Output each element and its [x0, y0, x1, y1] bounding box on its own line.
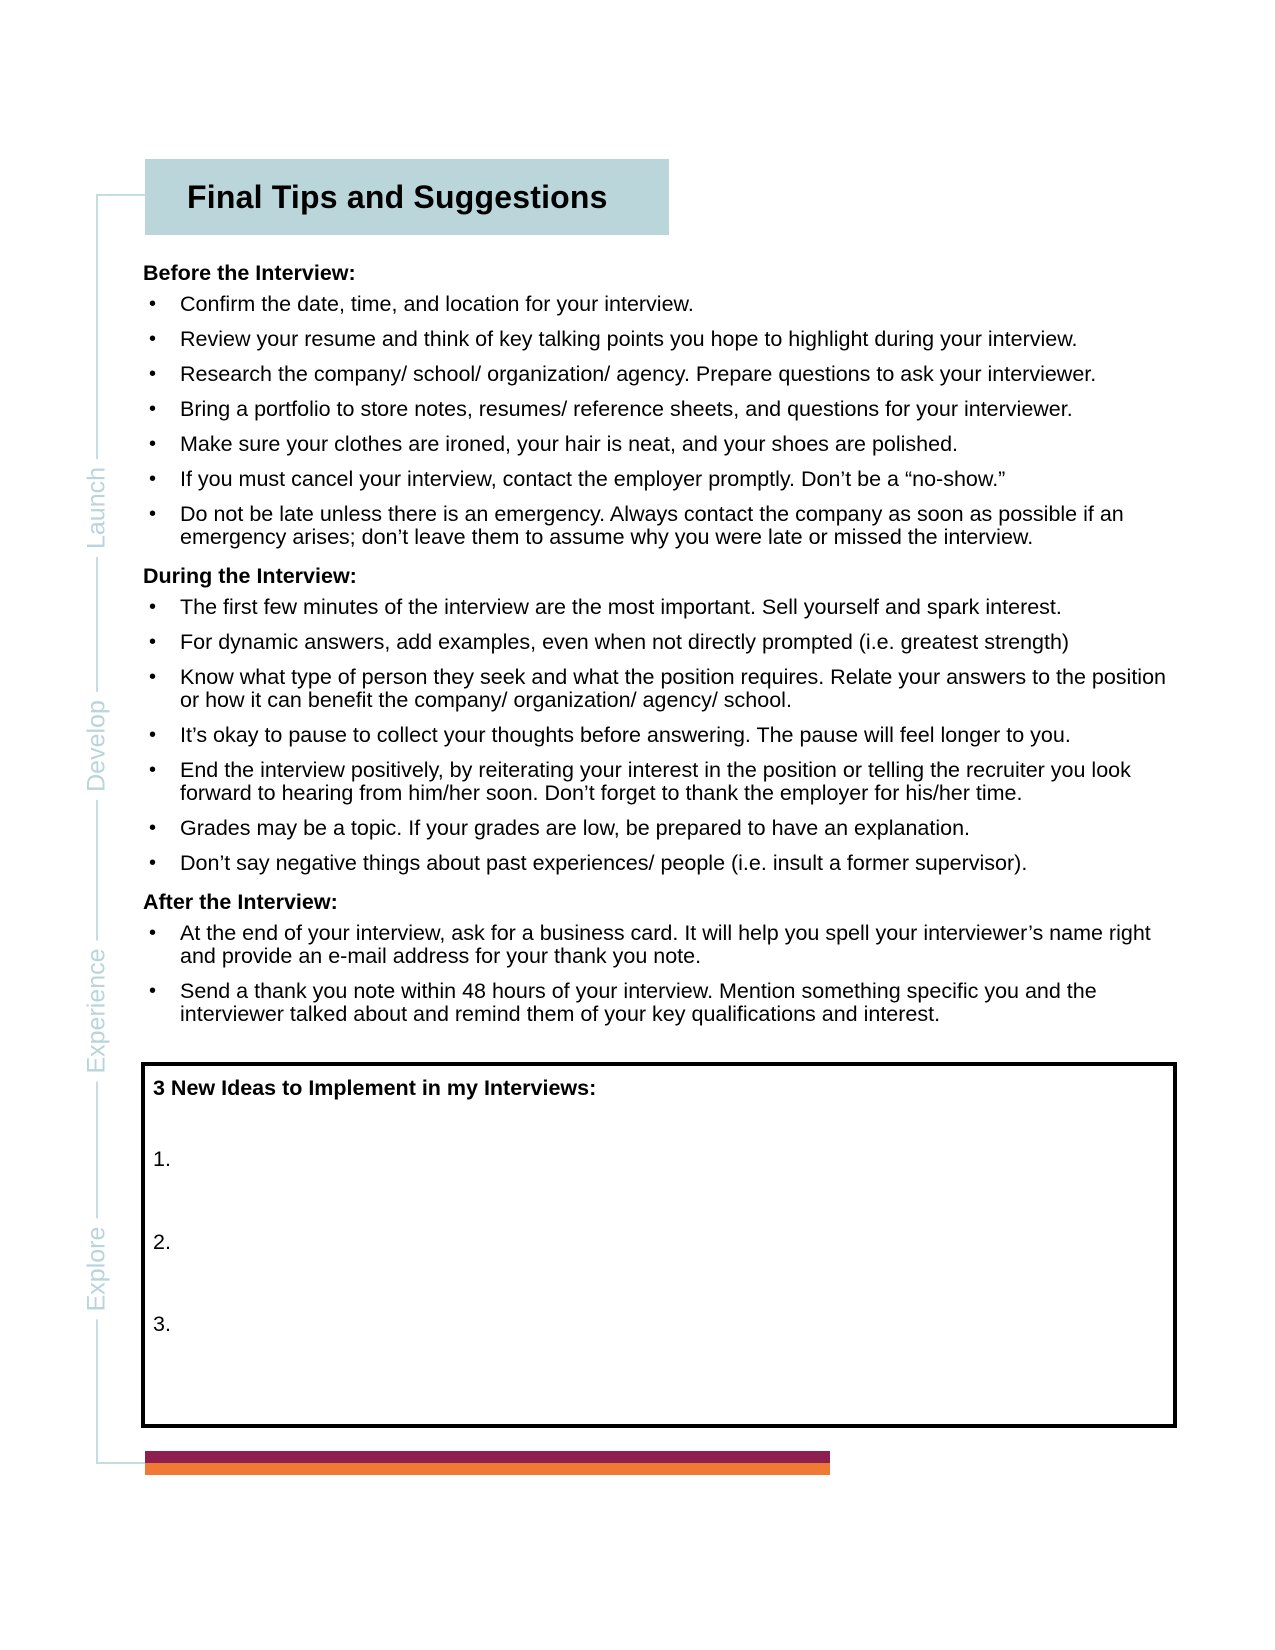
idea-entry-2[interactable]: 2. [153, 1230, 171, 1254]
side-label-explore: Explore [85, 1219, 110, 1320]
side-label-develop: Develop [85, 692, 110, 800]
footer-bar-plum [145, 1451, 830, 1463]
side-rail-top-tick [96, 194, 145, 196]
list-item: • Grades may be a topic. If your grades are low, be prepared to have an explanation. [143, 817, 1183, 840]
after-list [143, 922, 1183, 1026]
list-item: • Research the company/ school/ organization/ agency. Prepare questions to ask your interviewer. [143, 363, 1183, 386]
side-label-launch: Launch [85, 459, 110, 557]
list-item: • The first few minutes of the interview are the most important. Sell yourself and spark interest. [143, 596, 1183, 619]
list-item: • Send a thank you note within 48 hours of your interview. Mention something specific you and the interviewer talked about and remind them of your key qualifications and interest. [143, 980, 1183, 1026]
section-after [143, 887, 1183, 1026]
list-item: • Do not be late unless there is an emergency. Always contact the company as soon as possible if an emergency arises; don’t leave them to assume why you were late or missed the interview. [143, 503, 1183, 549]
footer-bar-orange [145, 1463, 830, 1475]
tips-content [143, 258, 1183, 1038]
list-item: • If you must cancel your interview, contact the employer promptly. Don’t be a “no-show.” [143, 468, 1183, 491]
section-heading-during: During the Interview: [143, 564, 357, 588]
list-item: • At the end of your interview, ask for a business card. It will help you spell your interviewer’s name right and provide an e-mail address for your thank you note. [143, 922, 1183, 968]
section-heading-after: After the Interview: [143, 890, 338, 914]
list-item: • Bring a portfolio to store notes, resumes/ reference sheets, and questions for your interviewer. [143, 398, 1183, 421]
side-rail-bottom-tick [96, 1462, 145, 1464]
list-item: • Review your resume and think of key talking points you hope to highlight during your interview. [143, 328, 1183, 351]
list-item: • Know what type of person they seek and what the position requires. Relate your answers to the position or how it can benefit the company/ organization/ agency/ school. [143, 666, 1183, 712]
section-during [143, 561, 1183, 875]
list-item: • It’s okay to pause to collect your thoughts before answering. The pause will feel longer to you. [143, 724, 1183, 747]
idea-entry-1[interactable]: 1. [153, 1147, 171, 1171]
list-item: • Confirm the date, time, and location for your interview. [143, 293, 1183, 316]
section-heading-before: Before the Interview: [143, 261, 356, 285]
side-label-experience: Experience [85, 940, 110, 1081]
list-item: • For dynamic answers, add examples, even when not directly prompted (i.e. greatest strength) [143, 631, 1183, 654]
ideas-box [141, 1062, 1177, 1428]
during-list [143, 596, 1183, 875]
list-item: • Make sure your clothes are ironed, your hair is neat, and your shoes are polished. [143, 433, 1183, 456]
list-item: • End the interview positively, by reiterating your interest in the position or telling the recruiter you look forward to hearing from him/her soon. Don’t forget to thank the employer for his/her time. [143, 759, 1183, 805]
section-before [143, 258, 1183, 549]
ideas-box-title: 3 New Ideas to Implement in my Interviews: [153, 1076, 597, 1100]
idea-entry-3[interactable]: 3. [153, 1312, 171, 1336]
title-banner [145, 159, 669, 235]
list-item: • Don’t say negative things about past experiences/ people (i.e. insult a former supervisor). [143, 852, 1183, 875]
before-list [143, 293, 1183, 549]
page-title: Final Tips and Suggestions [187, 179, 608, 215]
